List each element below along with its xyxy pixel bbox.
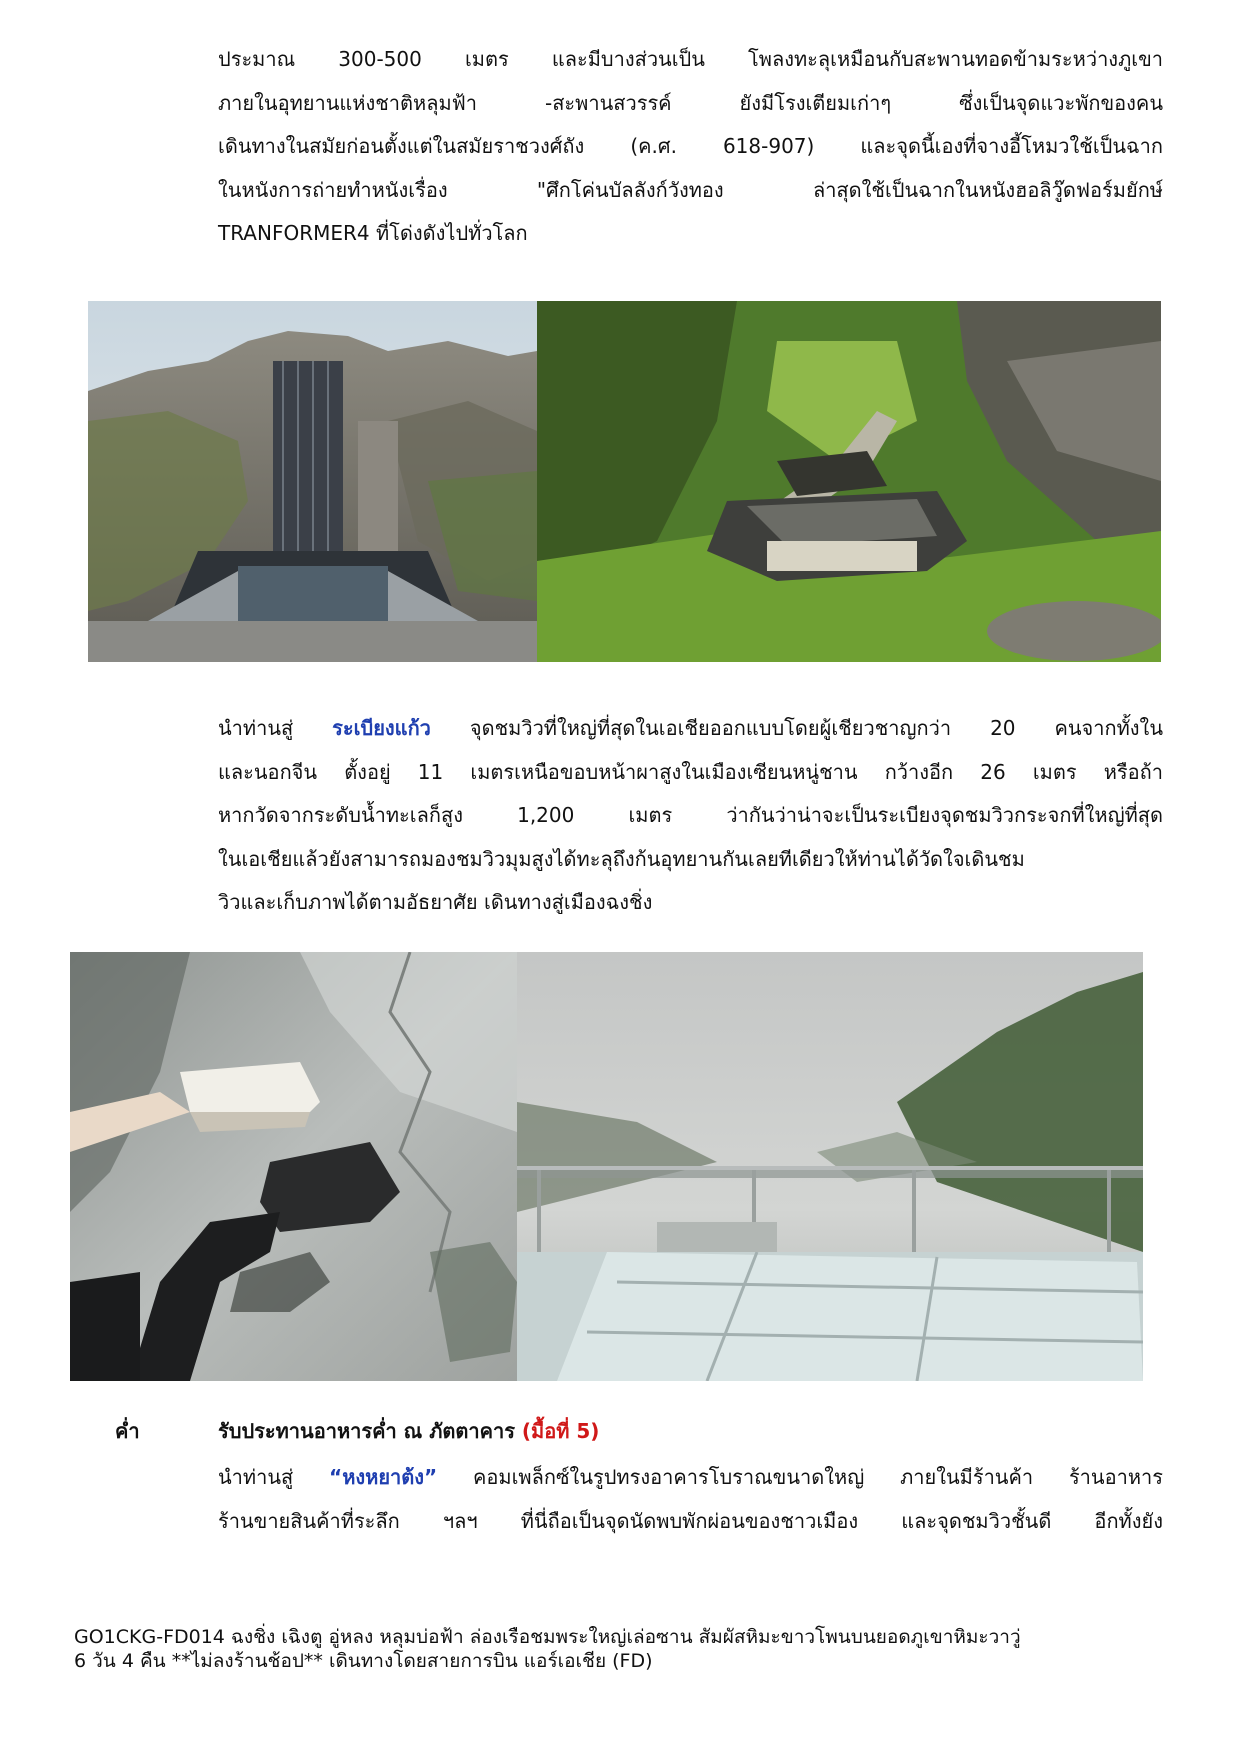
- text-line: หากวัดจากระดับน้ำทะเลก็สูง 1,200 เมตร ว่ากันว่าน่าจะเป็นระเบียงจุดชมวิวกระจกที่ใหญ่ที่สุด: [218, 803, 1163, 827]
- footer-line: 6 วัน 4 คืน **ไม่ลงร้านช้อป** เดินทางโดยสายการบิน แอร์เอเชีย (FD): [74, 1650, 653, 1672]
- text-line: ร้านขายสินค้าที่ระลึก ฯลฯ ที่นี่ถือเป็นจุดนัดพบพักผ่อนของชาวเมือง และจุดชมวิวชั้นดี อีกทั้งยัง: [218, 1508, 1163, 1533]
- hongyadong-paragraph: [218, 1456, 1163, 1543]
- text-line: ประมาณ 300-500 เมตร และมีบางส่วนเป็น โพลงทะลุเหมือนกับสะพานทอดข้ามระหว่างภูเขา: [218, 47, 1163, 71]
- page-footer: [74, 1625, 1021, 1673]
- footer-line: GO1CKG-FD014 ฉงชิ่ง เฉิงตู อู่หลง หลุมบ่อฟ้า ล่องเรือชมพระใหญ่เล่อซาน สัมผัสหิมะขาวโพนบนยอดภูเขาหิมะวาวู่: [74, 1626, 1021, 1648]
- text-line: TRANFORMER4 ที่โด่งดังไปทั่วโลก: [218, 221, 528, 245]
- meal-number: (มื้อที่ 5): [521, 1419, 600, 1443]
- meal-time-label: ค่ำ: [115, 1419, 140, 1443]
- green-valley-inn-photo: [537, 301, 1161, 662]
- intro-text: นำท่านสู่: [218, 1465, 330, 1489]
- hongyadong-highlight: “หงหยาต้ง”: [329, 1465, 438, 1489]
- glass-balcony-highlight: ระเบียงแก้ว: [332, 716, 431, 740]
- text-line: เดินทางในสมัยก่อนตั้งแต่ในสมัยราชวงศ์ถัง (ค.ศ. 618-907) และจุดนี้เองที่จางอี้โหมวใช้เป็นฉาก: [218, 134, 1163, 158]
- text-line: [218, 1456, 1163, 1500]
- intro-paragraph: [218, 38, 1163, 256]
- text-line: ภายในอุทยานแห่งชาติหลุมฟ้า -สะพานสวรรค์ ยังมีโรงเตียมเก่าๆ ซึ่งเป็นจุดแวะพักของคน: [218, 90, 1163, 115]
- glass-skywalk-fog-photo: [517, 952, 1143, 1381]
- text-line: [218, 707, 1163, 751]
- glass-elevator-photo: [88, 301, 537, 662]
- text-line: ในเอเชียแล้วยังสามารถมองชมวิวมุมสูงได้ทะลุถึงก้นอุทยานกันเลยทีเดียวให้ท่านได้วัดใจเดินชม: [218, 846, 1025, 871]
- text-line: ในหนังการถ่ายทำหนังเรื่อง "ศึกโค่นบัลลังก์วังทอง ล่าสุดใช้เป็นฉากในหนังฮอลิวู๊ดฟอร์มยักษ์: [218, 177, 1163, 202]
- glass-balcony-paragraph: [218, 707, 1163, 925]
- line-rest: จุดชมวิวที่ใหญ่ที่สุดในเอเชียออกแบบโดยผู้เชียวชาญกว่า 20 คนจากทั้งใน: [430, 716, 1163, 740]
- meal-title: [218, 1411, 599, 1451]
- text-line: และนอกจีน ตั้งอยู่ 11 เมตรเหนือขอบหน้าผาสูงในเมืองเซียนหนู่ชาน กว้างอีก 26 เมตร หรือถ้า: [218, 759, 1163, 784]
- line-rest: คอมเพล็กซ์ในรูปทรงอาคารโบราณขนาดใหญ่ ภายในมีร้านค้า ร้านอาหาร: [437, 1465, 1163, 1489]
- glass-floor-feet-photo: [70, 952, 517, 1381]
- text-line: วิวและเก็บภาพได้ตามอัธยาศัย เดินทางสู่เมืองฉงชิ่ง: [218, 890, 653, 914]
- intro-text: นำท่านสู่: [218, 716, 333, 740]
- meal-title-text: รับประทานอาหารค่ำ ณ ภัตตาคาร: [218, 1419, 522, 1443]
